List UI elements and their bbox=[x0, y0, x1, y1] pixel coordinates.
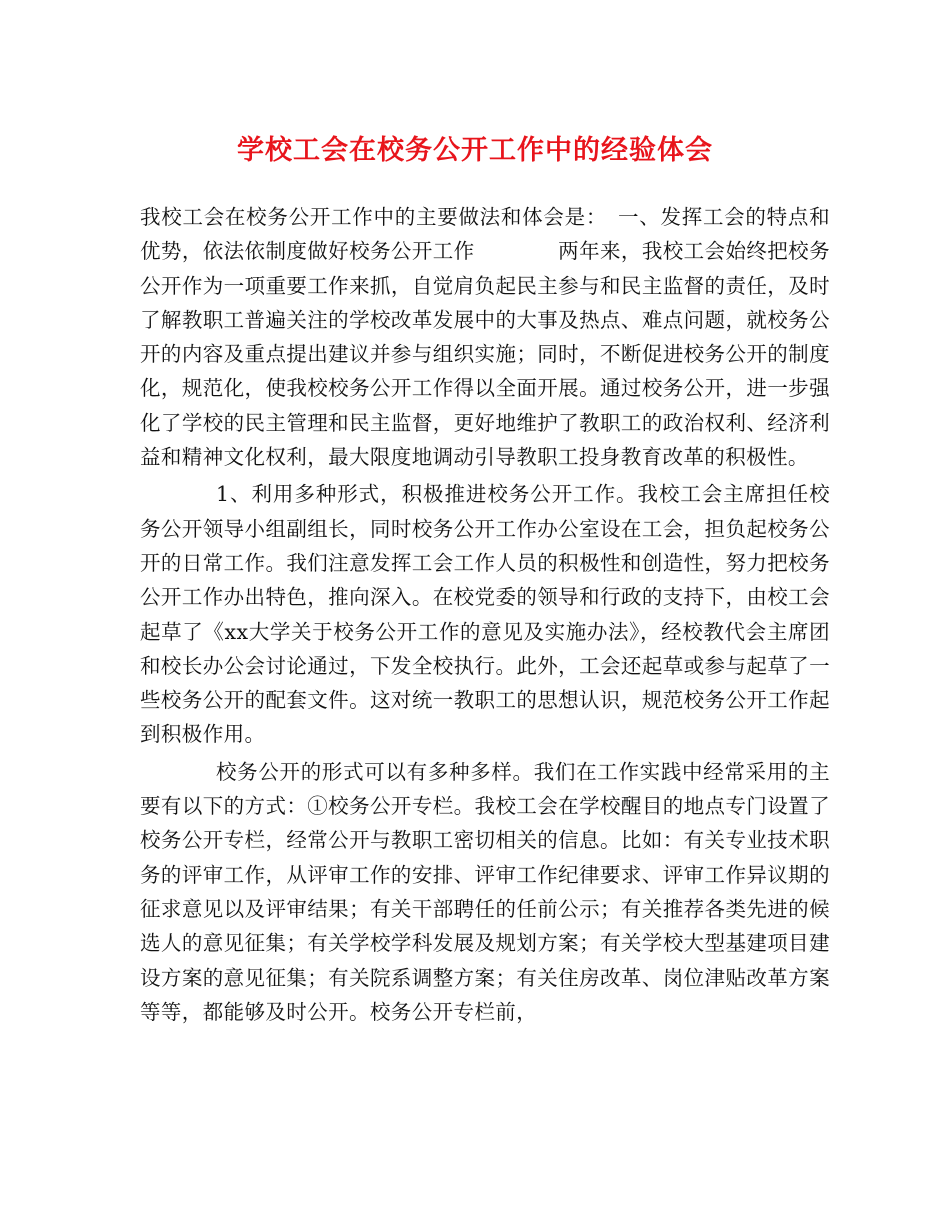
paragraph-intro: 我校工会在校务公开工作中的主要做法和体会是： 一、发挥工会的特点和优势，依法依制度做好校务公开工作 两年来，我校工会始终把校务公开作为一项重要工作来抓，自觉肩负起民主参与和民主监督的责任，及时了解教职工普遍关注的学校改革发展中的大事及热点、难点问题，就校务公开的内容及重点提出建议并参与组织实施；同时，不断促进校务公开的制度化，规范化，使我校校务公开工作得以全面开展。通过校务公开，进一步强化了学校的民主管理和民主监督，更好地维护了教职工的政治权利、经济利益和精神文化权利，最大限度地调动引导教职工投身教育改革的积极性。 bbox=[140, 205, 830, 470]
document-title: 学校工会在校务公开工作中的经验体会 bbox=[237, 135, 713, 166]
paragraph-forms: 1、利用多种形式，积极推进校务公开工作。我校工会主席担任校务公开领导小组副组长，同时校务公开工作办公室设在工会，担负起校务公开的日常工作。我们注意发挥工会工作人员的积极性和创造性，努力把校务公开工作办出特色，推向深入。在校党委的领导和行政的支持下，由校工会起草了《xx大学关于校务公开工作的意见及实施办法》，经校教代会主席团和校长办公会讨论通过，下发全校执行。此外，工会还起草或参与起草了一些校务公开的配套文件。这对统一教职工的思想认识，规范校务公开工作起到积极作用。 bbox=[140, 482, 830, 747]
paragraph-methods: 校务公开的形式可以有多种多样。我们在工作实践中经常采用的主要有以下的方式：①校务公开专栏。我校工会在学校醒目的地点专门设置了校务公开专栏，经常公开与教职工密切相关的信息。比如：有关专业技术职务的评审工作，从评审工作的安排、评审工作纪律要求、评审工作异议期的征求意见以及评审结果；有关干部聘任的任前公示；有关推荐各类先进的候选人的意见征集；有关学校学科发展及规划方案；有关学校大型基建项目建设方案的意见征集；有关院系调整方案；有关住房改革、岗位津贴改革方案等等，都能够及时公开。校务公开专栏前， bbox=[140, 759, 830, 1024]
document-body bbox=[140, 200, 830, 1029]
